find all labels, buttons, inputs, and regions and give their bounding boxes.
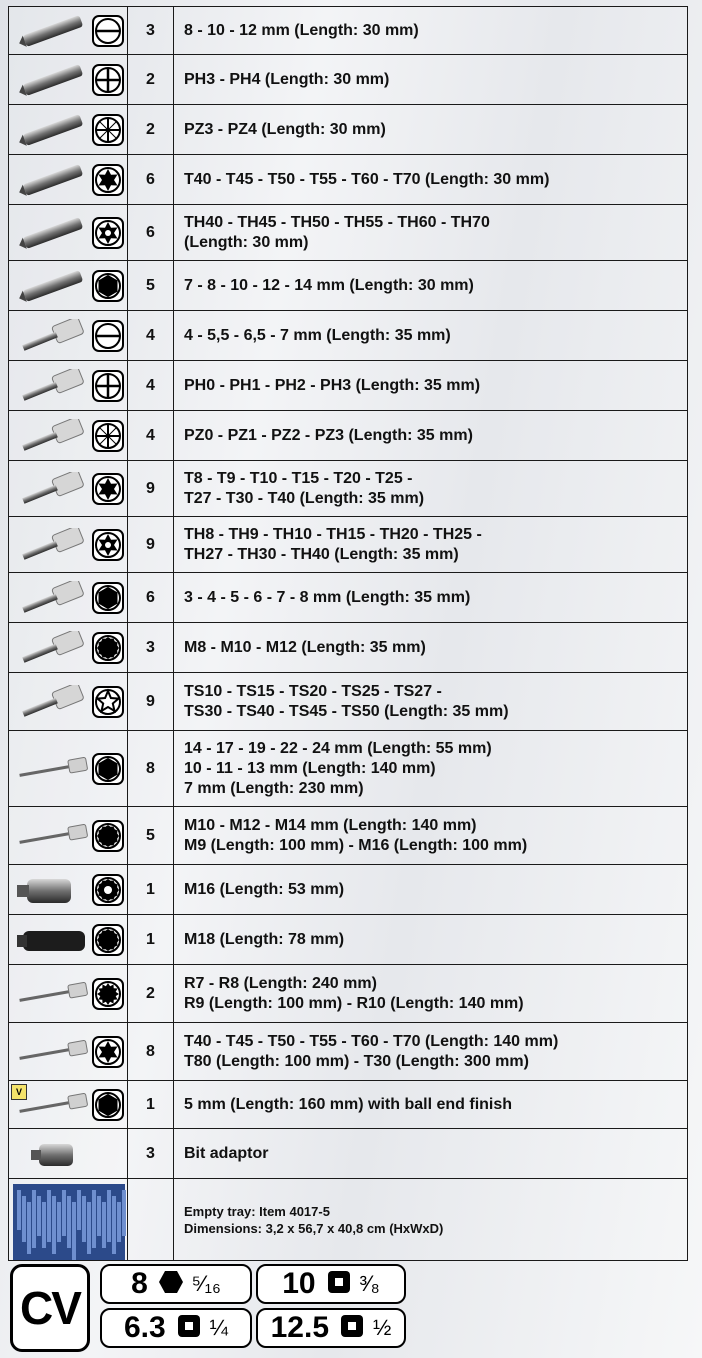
description-cell: [174, 731, 688, 807]
description-cell: [174, 311, 688, 361]
quantity-cell: 9: [128, 517, 174, 573]
table-row: [9, 673, 688, 731]
quantity-cell: 8: [128, 731, 174, 807]
table-row: [9, 731, 688, 807]
description-line: TS10 - TS15 - TS20 - TS25 - TS27 -: [184, 682, 442, 700]
description-line: Bit adaptor: [184, 1144, 269, 1162]
table-row: [9, 55, 688, 105]
description-line: T40 - T45 - T50 - T55 - T60 - T70 (Length: 140 mm): [184, 1032, 559, 1050]
drive-12-5-square: [256, 1308, 406, 1348]
quantity-cell: 4: [128, 361, 174, 411]
description-line: PZ0 - PZ1 - PZ2 - PZ3 (Length: 35 mm): [184, 426, 473, 444]
tool-cell: [9, 1081, 128, 1129]
square-icon: [326, 1269, 352, 1300]
product-table: [8, 6, 688, 1261]
quantity-cell: 4: [128, 311, 174, 361]
quantity-cell: [128, 1179, 174, 1261]
drive-fraction: ³⁄₈: [359, 1271, 380, 1296]
table-row: [9, 411, 688, 461]
description-cell: [174, 865, 688, 915]
quantity-cell: 6: [128, 205, 174, 261]
tool-cell: [9, 311, 128, 361]
drive-6-3-square: [100, 1308, 252, 1348]
description-cell: [174, 155, 688, 205]
description-cell: [174, 673, 688, 731]
description-cell: [174, 807, 688, 865]
table-row: [9, 915, 688, 965]
description-cell: [174, 411, 688, 461]
description-line: M10 - M12 - M14 mm (Length: 140 mm): [184, 816, 477, 834]
table-row: [9, 623, 688, 673]
tool-cell: [9, 573, 128, 623]
quantity-cell: 2: [128, 105, 174, 155]
drive-fraction: ¼: [209, 1315, 229, 1340]
description-line: TH40 - TH45 - TH50 - TH55 - TH60 - TH70: [184, 213, 490, 231]
description-line: (Length: 30 mm): [184, 233, 309, 251]
description-line: 4 - 5,5 - 6,5 - 7 mm (Length: 35 mm): [184, 326, 451, 344]
description-line: PH0 - PH1 - PH2 - PH3 (Length: 35 mm): [184, 376, 481, 394]
table-row: [9, 155, 688, 205]
tool-cell: [9, 261, 128, 311]
quantity-cell: 1: [128, 1081, 174, 1129]
description-line: M9 (Length: 100 mm) - M16 (Length: 100 mm): [184, 836, 528, 854]
table-row: [9, 311, 688, 361]
quantity-cell: 8: [128, 1023, 174, 1081]
drive-size: 10: [282, 1267, 316, 1300]
description-cell: [174, 1081, 688, 1129]
description-cell: [174, 1023, 688, 1081]
tool-cell: [9, 517, 128, 573]
description-line: M16 (Length: 53 mm): [184, 880, 345, 898]
description-cell: [174, 261, 688, 311]
quantity-cell: 5: [128, 261, 174, 311]
tool-cell: [9, 623, 128, 673]
table-row: [9, 461, 688, 517]
description-cell: [174, 965, 688, 1023]
table-row: [9, 1023, 688, 1081]
drive-10-square: [256, 1264, 406, 1304]
tool-cell: [9, 411, 128, 461]
quantity-cell: 6: [128, 155, 174, 205]
tool-cell: [9, 865, 128, 915]
description-line: T80 (Length: 100 mm) - T30 (Length: 300 mm): [184, 1052, 529, 1070]
drive-fraction: ⁵⁄₁₆: [191, 1271, 221, 1296]
tool-cell: [9, 361, 128, 411]
description-line: T40 - T45 - T50 - T55 - T60 - T70 (Length: 30 mm): [184, 170, 550, 188]
table-row: [9, 7, 688, 55]
cv-label: CV: [20, 1282, 80, 1334]
tool-cell: [9, 105, 128, 155]
tool-cell: [9, 965, 128, 1023]
description-line: TH8 - TH9 - TH10 - TH15 - TH20 - TH25 -: [184, 525, 482, 543]
tool-cell: [9, 731, 128, 807]
tray-image: [13, 1184, 125, 1260]
description-line: TS30 - TS40 - TS45 - TS50 (Length: 35 mm): [184, 702, 509, 720]
table-row: [9, 105, 688, 155]
quantity-cell: 6: [128, 573, 174, 623]
table-row: [9, 573, 688, 623]
description-line: PZ3 - PZ4 (Length: 30 mm): [184, 120, 386, 138]
table-row: [9, 205, 688, 261]
quantity-cell: 3: [128, 623, 174, 673]
drive-size: 6.3: [123, 1311, 166, 1344]
description-cell: [174, 461, 688, 517]
description-line: M18 (Length: 78 mm): [184, 930, 345, 948]
description-line: R9 (Length: 100 mm) - R10 (Length: 140 mm): [184, 994, 524, 1012]
description-cell: [174, 361, 688, 411]
description-line: PH3 - PH4 (Length: 30 mm): [184, 70, 390, 88]
description-cell: [174, 915, 688, 965]
square-icon: [339, 1313, 365, 1344]
quantity-cell: 1: [128, 865, 174, 915]
description-line: M8 - M10 - M12 (Length: 35 mm): [184, 638, 426, 656]
description-line: 5 mm (Length: 160 mm) with ball end finish: [184, 1095, 513, 1113]
quantity-cell: 9: [128, 461, 174, 517]
quantity-cell: 3: [128, 7, 174, 55]
drive-fraction: ½: [373, 1315, 392, 1340]
description-cell: [174, 205, 688, 261]
tool-cell: [9, 915, 128, 965]
tool-cell: [9, 1023, 128, 1081]
description-line: Dimensions: 3,2 x 56,7 x 40,8 cm (HxWxD): [184, 1220, 444, 1236]
table-row: [9, 865, 688, 915]
square-icon: [176, 1313, 202, 1344]
description-cell: [174, 7, 688, 55]
tool-cell: [9, 155, 128, 205]
table-row: [9, 1179, 688, 1261]
drive-size: 8: [131, 1267, 148, 1300]
description-line: TH27 - TH30 - TH40 (Length: 35 mm): [184, 545, 459, 563]
tool-cell: [9, 1129, 128, 1179]
tool-cell: [9, 205, 128, 261]
description-line: 8 - 10 - 12 mm (Length: 30 mm): [184, 21, 419, 39]
table-row: [9, 517, 688, 573]
description-line: 7 - 8 - 10 - 12 - 14 mm (Length: 30 mm): [184, 276, 474, 294]
table-row: [9, 807, 688, 865]
table-row: [9, 361, 688, 411]
description-line: 7 mm (Length: 230 mm): [184, 779, 364, 797]
description-line: R7 - R8 (Length: 240 mm): [184, 974, 377, 992]
tool-cell: [9, 1179, 128, 1261]
vde-badge: V: [11, 1084, 27, 1100]
description-cell: [174, 105, 688, 155]
quantity-cell: 5: [128, 807, 174, 865]
tool-cell: [9, 7, 128, 55]
drive-8-hex: [100, 1264, 252, 1304]
drive-size: 12.5: [270, 1311, 330, 1344]
description-line: T27 - T30 - T40 (Length: 35 mm): [184, 489, 425, 507]
table-row: [9, 1081, 688, 1129]
tool-cell: [9, 55, 128, 105]
quantity-cell: 2: [128, 965, 174, 1023]
quantity-cell: 4: [128, 411, 174, 461]
description-cell: [174, 55, 688, 105]
cv-badge: [10, 1264, 90, 1352]
description-cell: [174, 1129, 688, 1179]
table-row: [9, 965, 688, 1023]
description-cell: [174, 623, 688, 673]
description-cell: [174, 517, 688, 573]
description-line: 10 - 11 - 13 mm (Length: 140 mm): [184, 759, 436, 777]
quantity-cell: 1: [128, 915, 174, 965]
hex-icon: [158, 1269, 184, 1300]
quantity-cell: 3: [128, 1129, 174, 1179]
description-line: T8 - T9 - T10 - T15 - T20 - T25 -: [184, 469, 413, 487]
description-line: 3 - 4 - 5 - 6 - 7 - 8 mm (Length: 35 mm): [184, 588, 471, 606]
description-line: 14 - 17 - 19 - 22 - 24 mm (Length: 55 mm): [184, 739, 492, 757]
tool-cell: [9, 461, 128, 517]
quantity-cell: 9: [128, 673, 174, 731]
tool-cell: [9, 673, 128, 731]
description-line: Empty tray: Item 4017-5: [184, 1203, 330, 1219]
tool-cell: [9, 807, 128, 865]
table-row: [9, 261, 688, 311]
description-cell: [174, 1179, 688, 1261]
quantity-cell: 2: [128, 55, 174, 105]
description-cell: [174, 573, 688, 623]
table-row: [9, 1129, 688, 1179]
